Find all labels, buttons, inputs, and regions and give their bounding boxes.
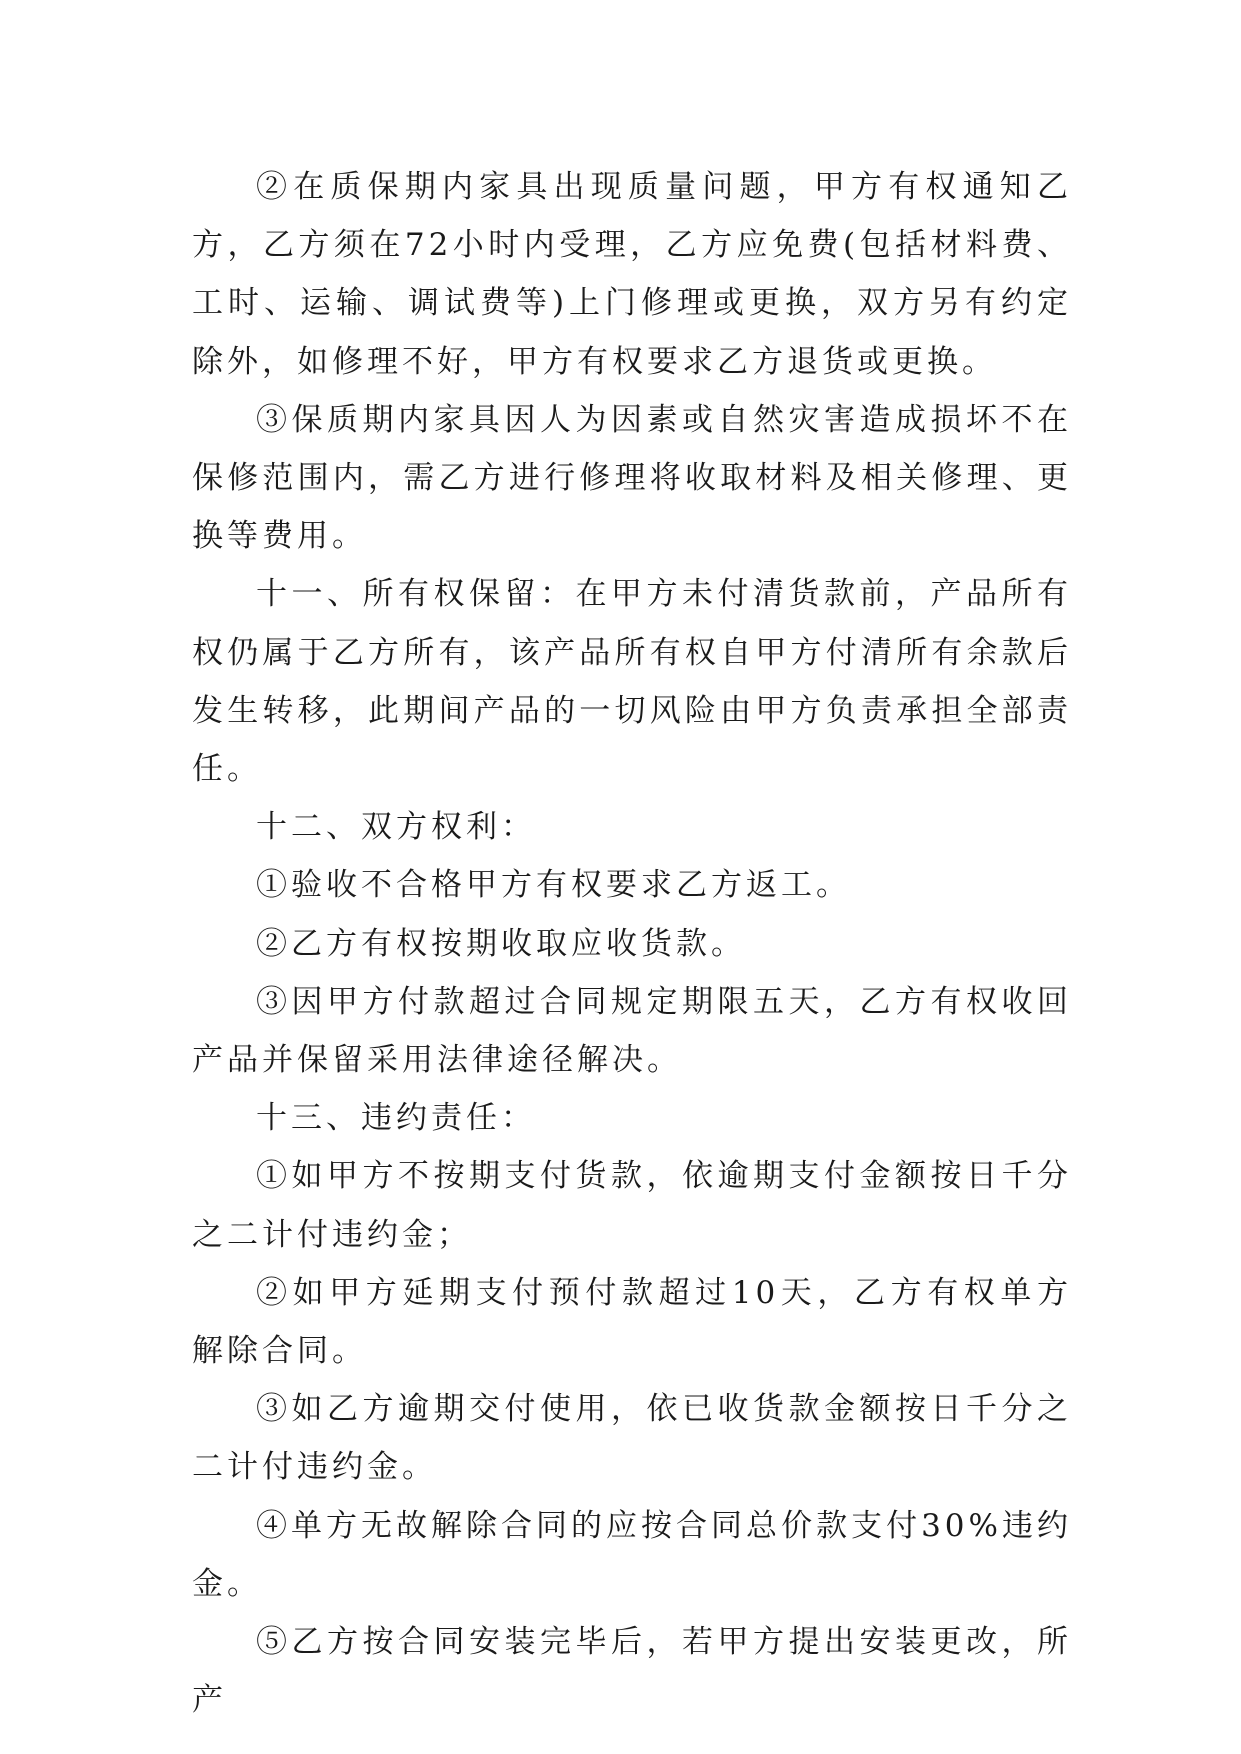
paragraph-liability-3: ③如乙方逾期交付使用，依已收货款金额按日千分之二计付违约金。 [192,1391,1072,1486]
paragraph-rights-2: ②乙方有权按期收取应收货款。 [256,925,746,962]
paragraph-warranty-repair: ②在质保期内家具出现质量问题，甲方有权通知乙方，乙方须在72小时内受理，乙方应免费(包括材料费、工时、运输、调试费等)上门修理或更换，双方另有约定除外，如修理不好，甲方有权要求乙方退货或更换。 [192,169,1072,380]
heading-liability: 十三、违约责任： [256,1100,536,1137]
heading-rights: 十二、双方权利： [256,809,536,846]
paragraph-ownership-retention: 十一、所有权保留：在甲方未付清货款前，产品所有权仍属于乙方所有，该产品所有权自甲方付清所有余款后发生转移，此期间产品的一切风险由甲方负责承担全部责任。 [192,576,1072,788]
paragraph-rights-1: ①验收不合格甲方有权要求乙方返工。 [256,867,851,904]
paragraph-rights-3: ③因甲方付款超过合同规定期限五天，乙方有权收回产品并保留采用法律途径解决。 [192,983,1072,1079]
paragraph-liability-1: ①如甲方不按期支付货款，依逾期支付金额按日千分之二计付违约金； [192,1158,1072,1253]
paragraph-liability-2: ②如甲方延期支付预付款超过10天，乙方有权单方解除合同。 [192,1274,1072,1370]
paragraph-liability-5: ⑤乙方按合同安装完毕后，若甲方提出安装更改，所产 [192,1624,1072,1719]
paragraph-liability-4: ④单方无故解除合同的应按合同总价款支付30%违约金。 [192,1507,1072,1602]
paragraph-warranty-exclusion: ③保质期内家具因人为因素或自然灾害造成损坏不在保修范围内，需乙方进行修理将收取材料及相关修理、更换等费用。 [192,401,1072,555]
document-body [192,158,1072,1729]
